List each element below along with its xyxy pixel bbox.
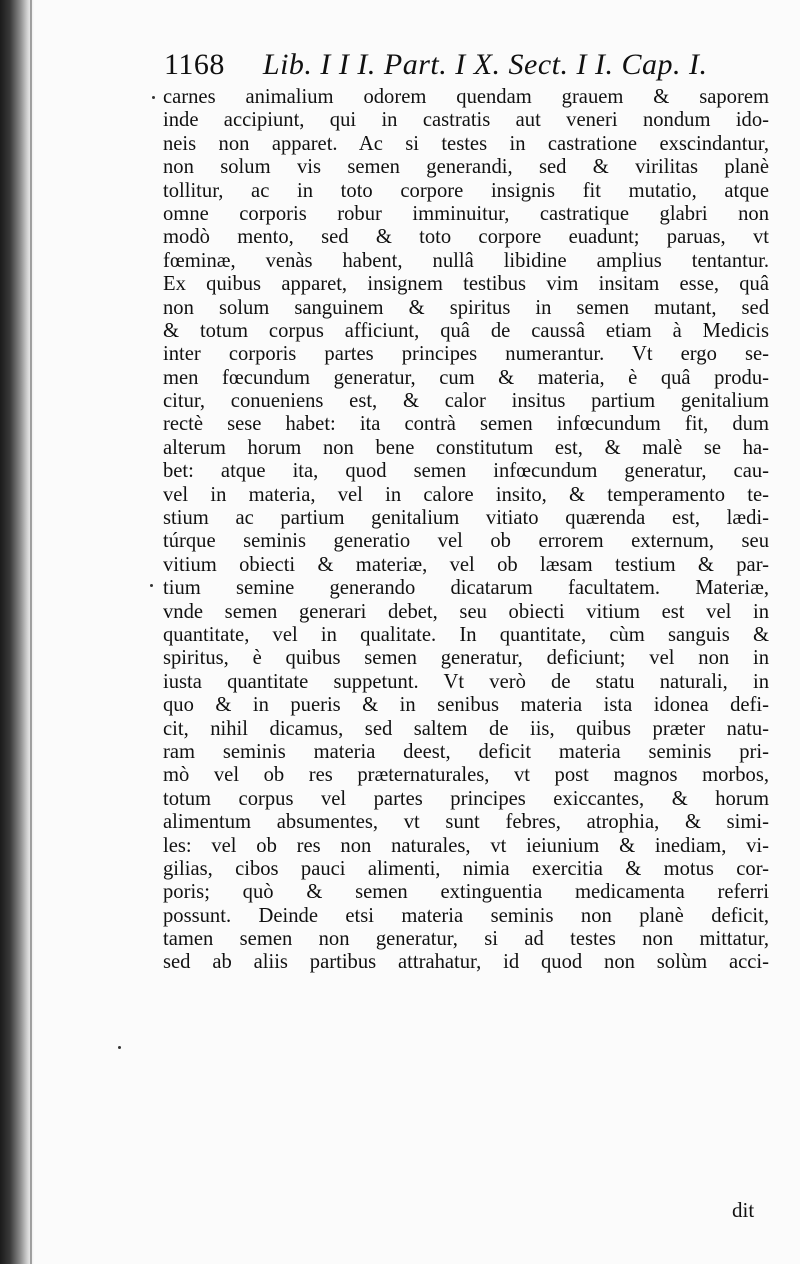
text-line: bet: atque ita, quod semen infœcundum generatur, cau- [163, 460, 769, 483]
text-line: citur, conueniens est, & calor insitus partium genitalium [163, 390, 769, 413]
text-line: alimentum absumentes, vt sunt febres, atrophia, & simi- [163, 811, 769, 834]
body-text [163, 86, 769, 1226]
text-line: possunt. Deinde etsi materia seminis non planè deficit, [163, 904, 769, 927]
text-line: poris; quò & semen extinguentia medicamenta referri [163, 881, 769, 904]
text-line: ram seminis materia deest, deficit materia seminis pri- [163, 740, 769, 763]
text-line: Ex quibus apparet, insignem testibus vim insitam esse, quâ [163, 273, 769, 296]
text-line: modò mento, sed & toto corpore euadunt; paruas, vt [163, 226, 769, 249]
text-line: neis non apparet. Ac si testes in castratione exscindantur, [163, 132, 769, 155]
text-line: quo & in pueris & in senibus materia ista idonea defi- [163, 694, 769, 717]
text-line: gilias, cibos pauci alimenti, nimia exercitia & motus cor- [163, 857, 769, 880]
ink-speck [152, 96, 155, 99]
text-line: alterum horum non bene constitutum est, & malè se ha- [163, 436, 769, 459]
text-line: stium ac partium genitalium vitiato quærenda est, lædi- [163, 507, 769, 530]
page-number: 1168 [164, 48, 225, 81]
text-line: non solum sanguinem & spiritus in semen mutant, sed [163, 296, 769, 319]
text-line: spiritus, è quibus semen generatur, deficiunt; vel non in [163, 647, 769, 670]
catchword: dit [732, 1198, 755, 1222]
ink-speck [118, 1046, 121, 1049]
running-header [164, 48, 764, 88]
text-line: tollitur, ac in toto corpore insignis fit mutatio, atque [163, 179, 769, 202]
text-line: non solum vis semen generandi, sed & virilitas planè [163, 156, 769, 179]
text-line: vitium obiecti & materiæ, vel ob læsam testium & par- [163, 553, 769, 576]
text-line: sed ab aliis partibus attrahatur, id quod non solùm acci- [163, 951, 769, 974]
text-line: vnde semen generari debet, seu obiecti vitium est vel in [163, 600, 769, 623]
text-line: mò vel ob res præternaturales, vt post magnos morbos, [163, 764, 769, 787]
text-line: cit, nihil dicamus, sed saltem de iis, quibus præter natu- [163, 717, 769, 740]
text-line: & totum corpus afficiunt, quâ de caussâ etiam à Medicis [163, 319, 769, 342]
text-line: tium semine generando dicatarum facultatem. Materiæ, [163, 577, 769, 600]
text-line: men fœcundum generatur, cum & materia, è quâ produ- [163, 366, 769, 389]
text-line: inter corporis partes principes numerantur. Vt ergo se- [163, 343, 769, 366]
text-line: túrque seminis generatio vel ob errorem externum, seu [163, 530, 769, 553]
text-line: vel in materia, vel in calore insito, & temperamento te- [163, 483, 769, 506]
page-gutter-shadow [0, 0, 34, 1264]
page-binding-edge [30, 0, 32, 1264]
text-line: fœminæ, venàs habent, nullâ libidine amplius tentantur. [163, 249, 769, 272]
text-line: tamen semen non generatur, si ad testes non mittatur, [163, 928, 769, 951]
text-line: inde accipiunt, qui in castratis aut veneri nondum ido- [163, 109, 769, 132]
text-line: les: vel ob res non naturales, vt ieiunium & inediam, vi- [163, 834, 769, 857]
text-line: carnes animalium odorem quendam grauem & saporem [163, 86, 769, 108]
text-line: iusta quantitate suppetunt. Vt verò de statu naturali, in [163, 670, 769, 693]
ink-speck [150, 584, 153, 587]
text-line: omne corporis robur imminuitur, castratique glabri non [163, 202, 769, 225]
text-line: totum corpus vel partes principes exiccantes, & horum [163, 787, 769, 810]
running-title: Lib. I I I. Part. I X. Sect. I I. Cap. I. [262, 48, 708, 81]
text-line: quantitate, vel in qualitate. In quantitate, cùm sanguis & [163, 623, 769, 646]
text-line: rectè sese habet: ita contrà semen infœcundum fit, dum [163, 413, 769, 436]
